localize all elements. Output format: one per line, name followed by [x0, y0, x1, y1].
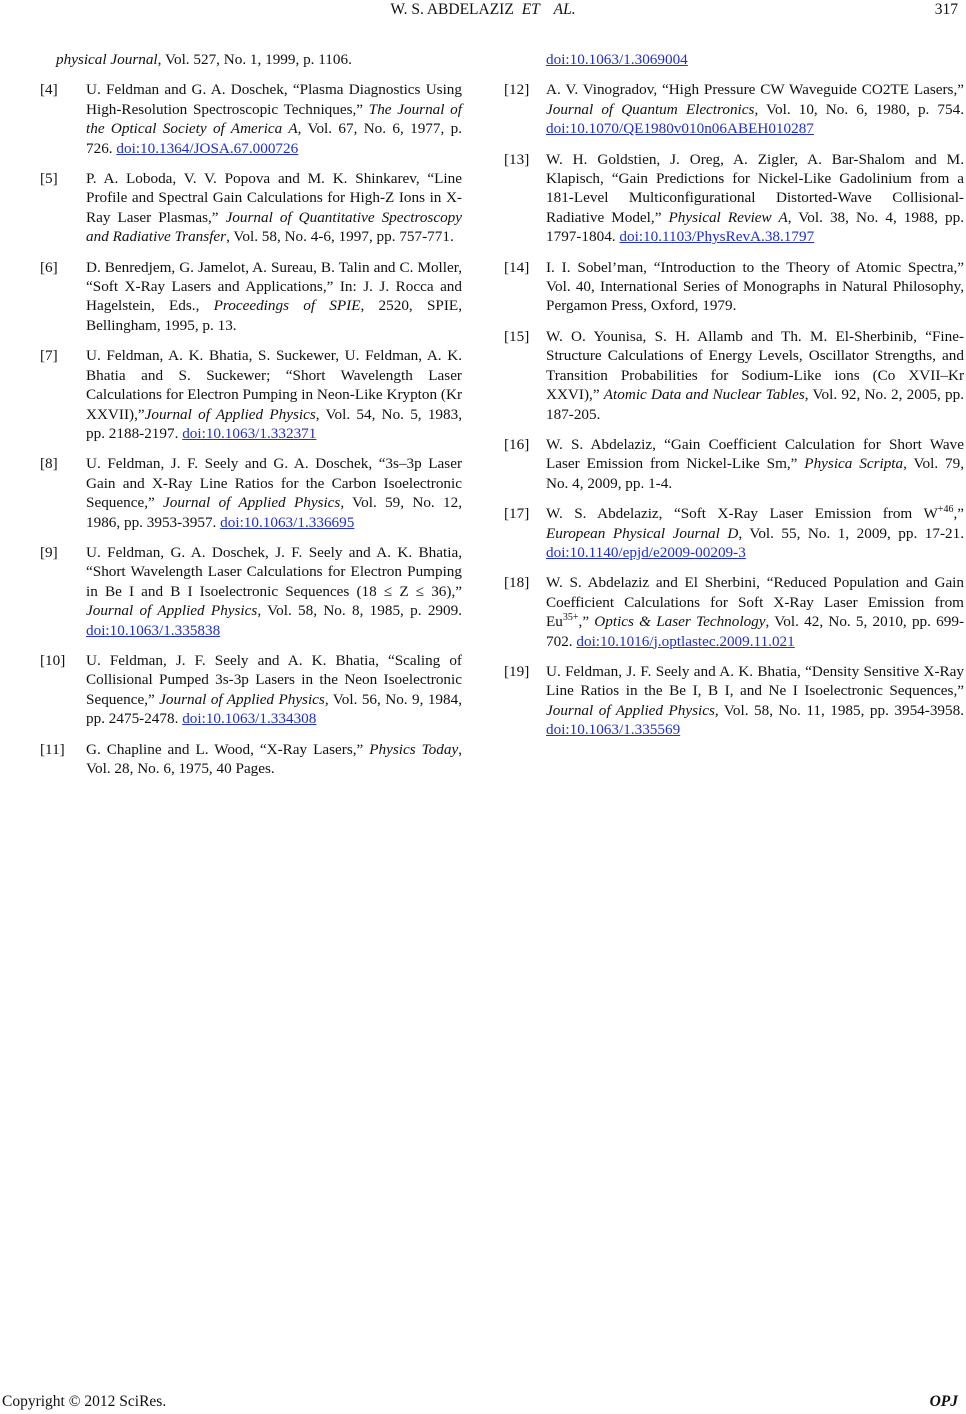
reference-title-end: ,” [953, 505, 964, 523]
reference-number: [11] [40, 740, 65, 758]
reference-entry [504, 573, 964, 651]
copyright-notice: Copyright © 2012 SciRes. [2, 1393, 167, 1410]
reference-text [86, 169, 462, 247]
reference-continuation [504, 50, 964, 69]
reference-details: , Vol. 38, No. 4, 1988, pp. 1797-1804. [546, 208, 965, 246]
reference-authors-title: W. H. Goldstien, J. Oreg, A. Zigler, A. Bar-Shalom and M. Klapisch, “Gain Predictions for Nickel-Like Gadolinium from a 181-Level Multiconfigurational Distorted-Wave Collisional-Radiative Model,” [546, 150, 964, 226]
reference-journal: The Journal of the Optical Society of America A [86, 100, 462, 138]
reference-journal: physical Journal [56, 51, 158, 68]
reference-details: , Vol. 59, No. 12, 1986, pp. 3953-3957. [86, 494, 462, 531]
reference-journal: Journal of Applied Physics [144, 405, 316, 423]
reference-authors-title: U. Feldman, J. F. Seely and A. K. Bhatia, “Scaling of Collisional Pumped 3s-3p Lasers in the Neon Isoelectronic Sequence,” [86, 651, 462, 708]
page-number: 317 [934, 1, 958, 18]
reference-entry [504, 435, 964, 493]
reference-text [546, 435, 964, 493]
doi-link[interactable]: doi:10.1140/epjd/e2009-00209-3 [546, 543, 746, 561]
reference-entry [40, 169, 462, 247]
reference-number: [13] [504, 150, 530, 168]
reference-details: , Vol. 54, No. 5, 1983, pp. 2188-2197. [86, 405, 463, 442]
doi-link[interactable]: doi:10.1364/JOSA.67.000726 [116, 139, 299, 157]
reference-authors-title: G. Chapline and L. Wood, “X-Ray Lasers,” [86, 740, 370, 758]
reference-text [86, 346, 462, 443]
reference-number: [16] [504, 435, 530, 453]
reference-number: [10] [40, 651, 66, 669]
reference-number: [17] [504, 505, 530, 523]
reference-text [86, 651, 462, 729]
reference-details: , Vol. 58, No. 4-6, 1997, pp. 757-771. [226, 228, 454, 246]
ion-charge-superscript: +46 [937, 504, 954, 516]
reference-text [546, 573, 964, 651]
reference-number: [9] [40, 543, 58, 561]
reference-details: , 2520, SPIE, Bellingham, 1995, p. 13. [86, 297, 462, 334]
reference-number: [7] [40, 347, 58, 365]
reference-continuation [40, 50, 462, 69]
reference-authors-title: W. S. Abdelaziz, “Soft X-Ray Laser Emission from W [546, 505, 938, 523]
reference-text [546, 327, 964, 424]
journal-abbreviation: OPJ [929, 1393, 958, 1410]
doi-link[interactable]: doi:10.1063/1.334308 [182, 710, 317, 728]
reference-journal: Physical Review A [668, 208, 788, 226]
reference-entry [504, 150, 964, 247]
reference-authors-title: U. Feldman, J. F. Seely and G. A. Doschek, “3s–3p Laser Gain and X-Ray Line Ratios for the Carbon Isoelectronic Sequence,” [86, 455, 462, 512]
reference-number: [6] [40, 258, 58, 276]
reference-journal: Physica Scripta [804, 455, 904, 473]
reference-details: , Vol. 79, No. 4, 2009, pp. 1-4. [546, 455, 964, 492]
reference-entry [40, 258, 462, 336]
reference-journal: European Physical Journal D [546, 524, 739, 542]
reference-number: [12] [504, 81, 530, 99]
reference-title-end: ,” [578, 613, 595, 631]
reference-text [86, 454, 462, 532]
reference-details: , Vol. 56, No. 9, 1984, pp. 2475-2478. [86, 690, 462, 728]
reference-authors-title: I. I. Sobel’man, “Introduction to the Theory of Atomic Spectra,” Vol. 40, International Series of Monographs in Natural Philosophy, Pergamon Press, Oxford, 1979. [546, 258, 964, 315]
reference-entry [40, 651, 462, 729]
reference-authors-title: U. Feldman, J. F. Seely and A. K. Bhatia, “Density Sensitive X-Ray Line Ratios in the Be I, B I, and Ne I Isoelectronic Sequences,” [546, 662, 964, 700]
reference-text [546, 80, 964, 138]
reference-number: [15] [504, 327, 530, 345]
reference-authors-title: D. Benredjem, G. Jamelot, A. Sureau, B. Talin and C. Moller, “Soft X-Ray Lasers and Applications,” In: J. J. Rocca and Hagelstein, Eds., [86, 258, 462, 315]
reference-authors-title: U. Feldman, G. A. Doschek, J. F. Seely and A. K. Bhatia, “Short Wavelength Laser Calculations for Electron Pumping in Be I and B I Isoelectronic Sequences (18 ≤ Z ≤ 36),” [86, 543, 462, 600]
reference-details: , Vol. 55, No. 1, 2009, pp. 17-21. [738, 524, 964, 542]
doi-link[interactable]: doi:10.1063/1.3069004 [546, 51, 688, 68]
reference-details: , Vol. 10, No. 6, 1980, p. 754. [754, 100, 964, 118]
reference-text [86, 740, 462, 779]
reference-details: , Vol. 527, No. 1, 1999, p. 1106. [157, 51, 352, 68]
reference-authors-title: P. A. Loboda, V. V. Popova and M. K. Shinkarev, “Line Profile and Spectral Gain Calculations for High-Z Ions in X-Ray Laser Plasmas,” [86, 170, 462, 226]
reference-journal: Journal of Applied Physics [86, 602, 258, 620]
reference-text [86, 80, 462, 158]
reference-entry [40, 80, 462, 158]
reference-authors-title: U. Feldman and G. A. Doschek, “Plasma Diagnostics Using High-Resolution Spectroscopic Techniques,” [86, 81, 462, 118]
doi-link[interactable]: doi:10.1016/j.optlastec.2009.11.021 [576, 632, 795, 650]
reference-number: [5] [40, 170, 58, 188]
reference-text [546, 504, 964, 562]
reference-number: [14] [504, 258, 530, 276]
doi-link[interactable]: doi:10.1063/1.335569 [546, 721, 681, 739]
doi-link[interactable]: doi:10.1103/PhysRevA.38.1797 [619, 228, 815, 246]
reference-details: , Vol. 58, No. 8, 1985, p. 2909. [257, 602, 462, 620]
reference-journal: Journal of Quantum Electronics [546, 100, 755, 118]
running-head-et: ET [521, 1, 540, 18]
reference-journal: Journal of Quantitative Spectroscopy and Radiative Transfer [86, 208, 462, 246]
reference-number: [4] [40, 81, 58, 99]
reference-text [546, 662, 964, 740]
reference-details: , Vol. 92, No. 2, 2005, pp. 187-205. [546, 386, 965, 423]
reference-journal: Physics Today [369, 740, 459, 758]
reference-entry [40, 346, 462, 443]
reference-text [86, 258, 462, 336]
reference-number: [19] [504, 662, 530, 680]
reference-text [546, 258, 964, 316]
reference-authors-title: W. S. Abdelaziz and El Sherbini, “Reduced Population and Gain Coefficient Calculations for Soft X-Ray Laser Emission from Eu [546, 574, 964, 631]
reference-journal: Journal of Applied Physics [163, 494, 341, 512]
doi-link[interactable]: doi:10.1063/1.336695 [220, 513, 355, 531]
reference-details: , Vol. 67, No. 6, 1977, p. 726. [86, 120, 462, 157]
reference-text [546, 150, 964, 247]
running-head-authors: W. S. ABDELAZIZ [390, 1, 514, 18]
running-head [0, 1, 966, 19]
reference-journal: Proceedings of SPIE [213, 297, 361, 315]
running-head-al: AL. [553, 1, 576, 18]
reference-number: [18] [504, 574, 530, 592]
doi-link[interactable]: doi:10.1063/1.335838 [86, 621, 221, 639]
reference-details: , Vol. 58, No. 11, 1985, pp. 3954-3958. [714, 701, 964, 719]
doi-link[interactable]: doi:10.1063/1.332371 [182, 424, 317, 442]
reference-entry [504, 504, 964, 562]
ion-charge-superscript: 35+ [562, 612, 579, 624]
doi-link[interactable]: doi:10.1070/QE1980v010n06ABEH010287 [546, 120, 814, 138]
reference-authors-title: W. O. Younisa, S. H. Allamb and Th. M. El-Sherbinib, “Fine-Structure Calculations of Energy Levels, Oscillator Strengths, and Transition Probabilities for Sodium-Like ions (Co XVII–Kr XXVI),” [546, 327, 964, 404]
reference-journal: Atomic Data and Nuclear Tables [603, 386, 805, 404]
reference-entry [504, 662, 964, 740]
reference-entry [504, 80, 964, 138]
reference-entry [40, 543, 462, 640]
reference-authors-title: U. Feldman, A. K. Bhatia, S. Suckewer, U. Feldman, A. K. Bhatia and S. Suckewer; “Short Wavelength Laser Calculations for Electron Pumping in Neon-Like Krypton (Kr XXVII),” [86, 347, 462, 423]
reference-entry [504, 258, 964, 316]
reference-text [86, 543, 462, 640]
reference-details: , Vol. 28, No. 6, 1975, 40 Pages. [86, 740, 462, 777]
reference-entry [504, 327, 964, 424]
reference-authors-title: A. V. Vinogradov, “High Pressure CW Waveguide CO2TE Lasers,” [546, 81, 964, 99]
reference-authors-title: W. S. Abdelaziz, “Gain Coefficient Calculation for Short Wave Laser Emission from Nickel-Like Sm,” [546, 435, 964, 473]
reference-number: [8] [40, 455, 58, 473]
references-right-column [504, 50, 964, 751]
reference-journal: Optics & Laser Technology [594, 613, 766, 631]
running-header [0, 1, 966, 23]
references-left-column [40, 50, 462, 789]
reference-journal: Journal of Applied Physics [546, 701, 715, 719]
reference-details: , Vol. 42, No. 5, 2010, pp. 699-702. [546, 613, 965, 650]
reference-entry [40, 740, 462, 779]
reference-journal: Journal of Applied Physics [159, 690, 325, 708]
reference-entry [40, 454, 462, 532]
